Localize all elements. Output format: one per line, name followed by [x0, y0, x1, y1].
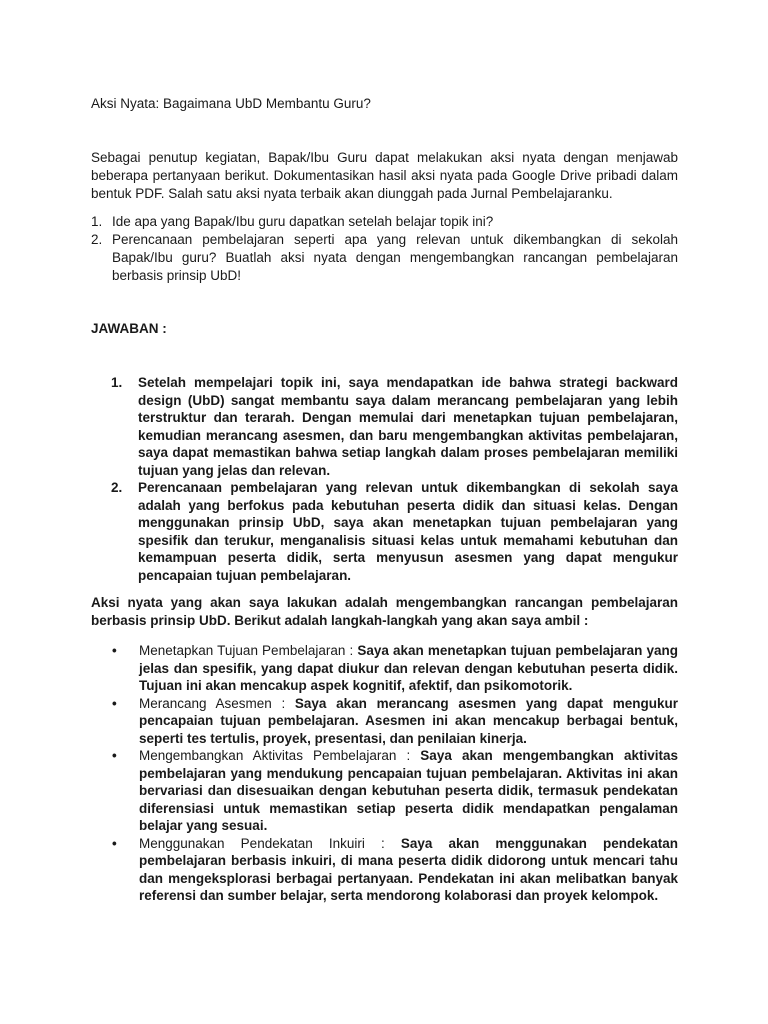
step-item [112, 747, 678, 835]
step-body [139, 747, 678, 835]
question-item [91, 231, 678, 285]
question-number: 1. [91, 214, 103, 229]
step-text: Saya akan merancang asesmen yang dapat mengukur pencapaian tujuan pembelajaran. Asesmen ini akan mencakup berbagai bentuk, seperti tes tertulis, proyek, presentasi, dan penilaian kinerja. [139, 695, 678, 746]
answer-heading: JAWABAN : [91, 321, 167, 336]
intro-paragraph: Sebagai penutup kegiatan, Bapak/Ibu Guru dapat melakukan aksi nyata dengan menjawab beberapa pertanyaan berikut. Dokumentasikan hasil aksi nyata pada Google Drive pribadi dalam bentuk PDF. Salah satu aksi nyata terbaik akan diunggah pada Jurnal Pembelajaranku. [91, 150, 678, 201]
answer-item [111, 374, 678, 479]
step-text: Saya akan menggunakan pendekatan pembelajaran berbasis inkuiri, di mana peserta didik didorong untuk mencari tahu dan mengeksplorasi berbagai pertanyaan. Pendekatan ini akan melibatkan banyak referensi dan sumber belajar, serta mendorong kolaborasi dan proyek kelompok. [139, 835, 678, 903]
answer-text: Perencanaan pembelajaran yang relevan untuk dikembangkan di sekolah saya adalah yang berfokus pada kebutuhan peserta didik dan situasi kelas. Dengan menggunakan prinsip UbD, saya akan menetapkan tujuan pembelajaran yang spesifik dan terukur, menganalisis situasi kelas untuk memahami kebutuhan dan kemampuan peserta didik, serta menyusun asesmen yang dapat mengukur pencapaian tujuan pembelajaran. [138, 480, 678, 583]
step-lead: Merancang Asesmen : [139, 695, 286, 711]
answer-item [111, 479, 678, 584]
step-lead: Mengembangkan Aktivitas Pembelajaran : [139, 748, 411, 763]
question-text: Ide apa yang Bapak/Ibu guru dapatkan setelah belajar topik ini? [112, 214, 494, 229]
document-title: Aksi Nyata: Bagaimana UbD Membantu Guru? [91, 96, 371, 111]
aksi-paragraph: Aksi nyata yang akan saya lakukan adalah mengembangkan rancangan pembelajaran berbasis prinsip UbD. Berikut adalah langkah-langkah yang akan saya ambil : [91, 595, 678, 628]
bullet-icon: • [112, 643, 117, 658]
question-list [91, 213, 678, 285]
step-text: Saya akan menetapkan tujuan pembelajaran yang jelas dan spesifik, yang dapat diukur dan relevan dengan kebutuhan peserta didik. Tujuan ini akan mencakup aspek kognitif, afektif, dan psikomotorik. [139, 643, 678, 693]
step-text: Saya akan mengembangkan aktivitas pembelajaran yang mendukung pencapaian tujuan pembelajaran. Aktivitas ini akan bervariasi dan disesuaikan dengan kebutuhan peserta didik, termasuk pendekatan diferensiasi untuk memastikan setiap peserta didik mendapatkan pengalaman belajar yang sesuai. [139, 748, 678, 833]
step-lead: Menggunakan Pendekatan Inkuiri : [139, 835, 385, 851]
steps-list [112, 642, 678, 905]
step-body [139, 835, 678, 905]
step-item [112, 835, 678, 905]
question-number: 2. [91, 232, 103, 247]
answer-list [111, 374, 678, 584]
step-item [112, 642, 678, 695]
question-text: Perencanaan pembelajaran seperti apa yang relevan untuk dikembangkan di sekolah Bapak/Ibu guru? Buatlah aksi nyata dengan mengembangkan rancangan pembelajaran berbasis prinsip UbD! [112, 232, 678, 283]
bullet-icon: • [112, 695, 117, 711]
question-item [91, 213, 678, 231]
answer-number: 2. [111, 480, 123, 495]
step-body [139, 695, 678, 748]
answer-text: Setelah mempelajari topik ini, saya mendapatkan ide bahwa strategi backward design (UbD) sangat membantu saya dalam merancang pembelajaran yang lebih terstruktur dan terarah. Dengan memulai dari menetapkan tujuan pembelajaran, kemudian merancang asesmen, dan baru mengembangkan aktivitas pembelajaran, saya dapat memastikan bahwa setiap langkah dalam proses pembelajaran memiliki tujuan yang jelas dan relevan. [138, 375, 678, 478]
answer-number: 1. [111, 375, 123, 390]
bullet-icon: • [112, 835, 117, 851]
bullet-icon: • [112, 748, 117, 763]
step-lead: Menetapkan Tujuan Pembelajaran : [139, 643, 354, 658]
step-item [112, 695, 678, 748]
step-body [139, 642, 678, 695]
